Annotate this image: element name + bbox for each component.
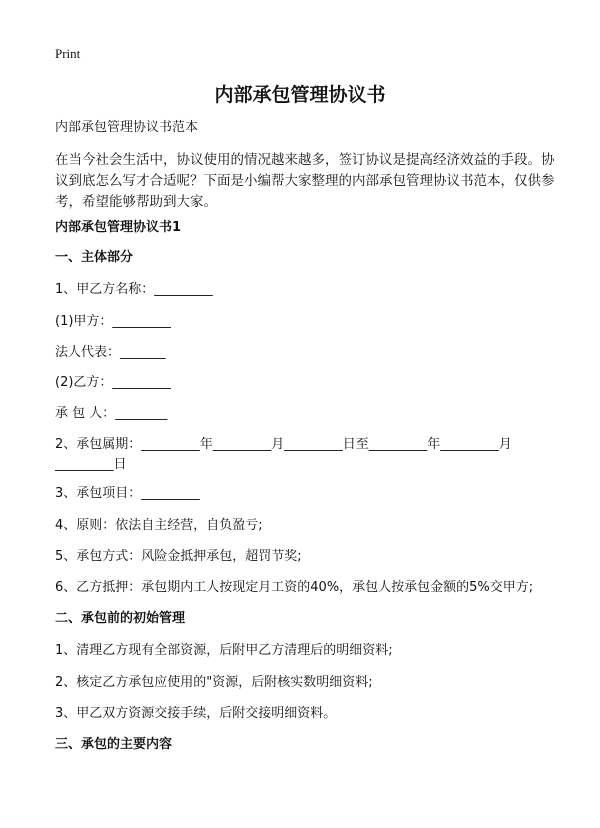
clause-line: _________日 — [55, 457, 127, 472]
clause-line: 法人代表：_______ — [55, 345, 166, 360]
print-link[interactable]: Print — [55, 46, 81, 61]
clause-line: 1、清理乙方现有全部资源，后附甲乙方清理后的明细资料; — [55, 643, 393, 658]
document-subtitle: 内部承包管理协议书范本 — [55, 120, 199, 135]
clause-line: 2、承包属期：_________年_________月_________日至_________年_________月 — [55, 437, 512, 452]
clause-line: 3、承包项目：_________ — [55, 486, 200, 501]
clause-line: 1、甲乙方名称：_________ — [55, 282, 213, 297]
clause-line: 3、甲乙双方资源交接手续，后附交接明细资料。 — [55, 706, 337, 721]
document-title: 内部承包管理协议书 — [214, 84, 386, 106]
clause-line: 5、承包方式：风险金抵押承包，超罚节奖; — [55, 549, 302, 564]
clause-line: 4、原则：依法自主经营，自负盈亏; — [55, 518, 263, 533]
section-title: 内部承包管理协议书1 — [55, 220, 182, 235]
part2-heading: 二、承包前的初始管理 — [55, 611, 186, 626]
clause-line: 6、乙方抵押：承包期内工人按现定月工资的40%，承包人按承包金额的5%交甲方; — [55, 580, 534, 595]
clause-line: (2)乙方：_________ — [55, 375, 171, 390]
clause-line: 承 包 人：________ — [55, 406, 168, 421]
part3-heading: 三、承包的主要内容 — [55, 737, 173, 752]
clause-line: (1)甲方：_________ — [55, 314, 171, 329]
part1-heading: 一、主体部分 — [55, 250, 134, 265]
clause-line: 2、核定乙方承包应使用的"资源，后附核实数明细资料; — [55, 675, 373, 690]
intro-paragraph: 在当今社会生活中，协议使用的情况越来越多，签订协议是提高经济效益的手段。协议到底怎么写才合适呢？下面是小编帮大家整理的内部承包管理协议书范本，仅供参考，希望能够帮助到大家。 — [55, 152, 555, 210]
